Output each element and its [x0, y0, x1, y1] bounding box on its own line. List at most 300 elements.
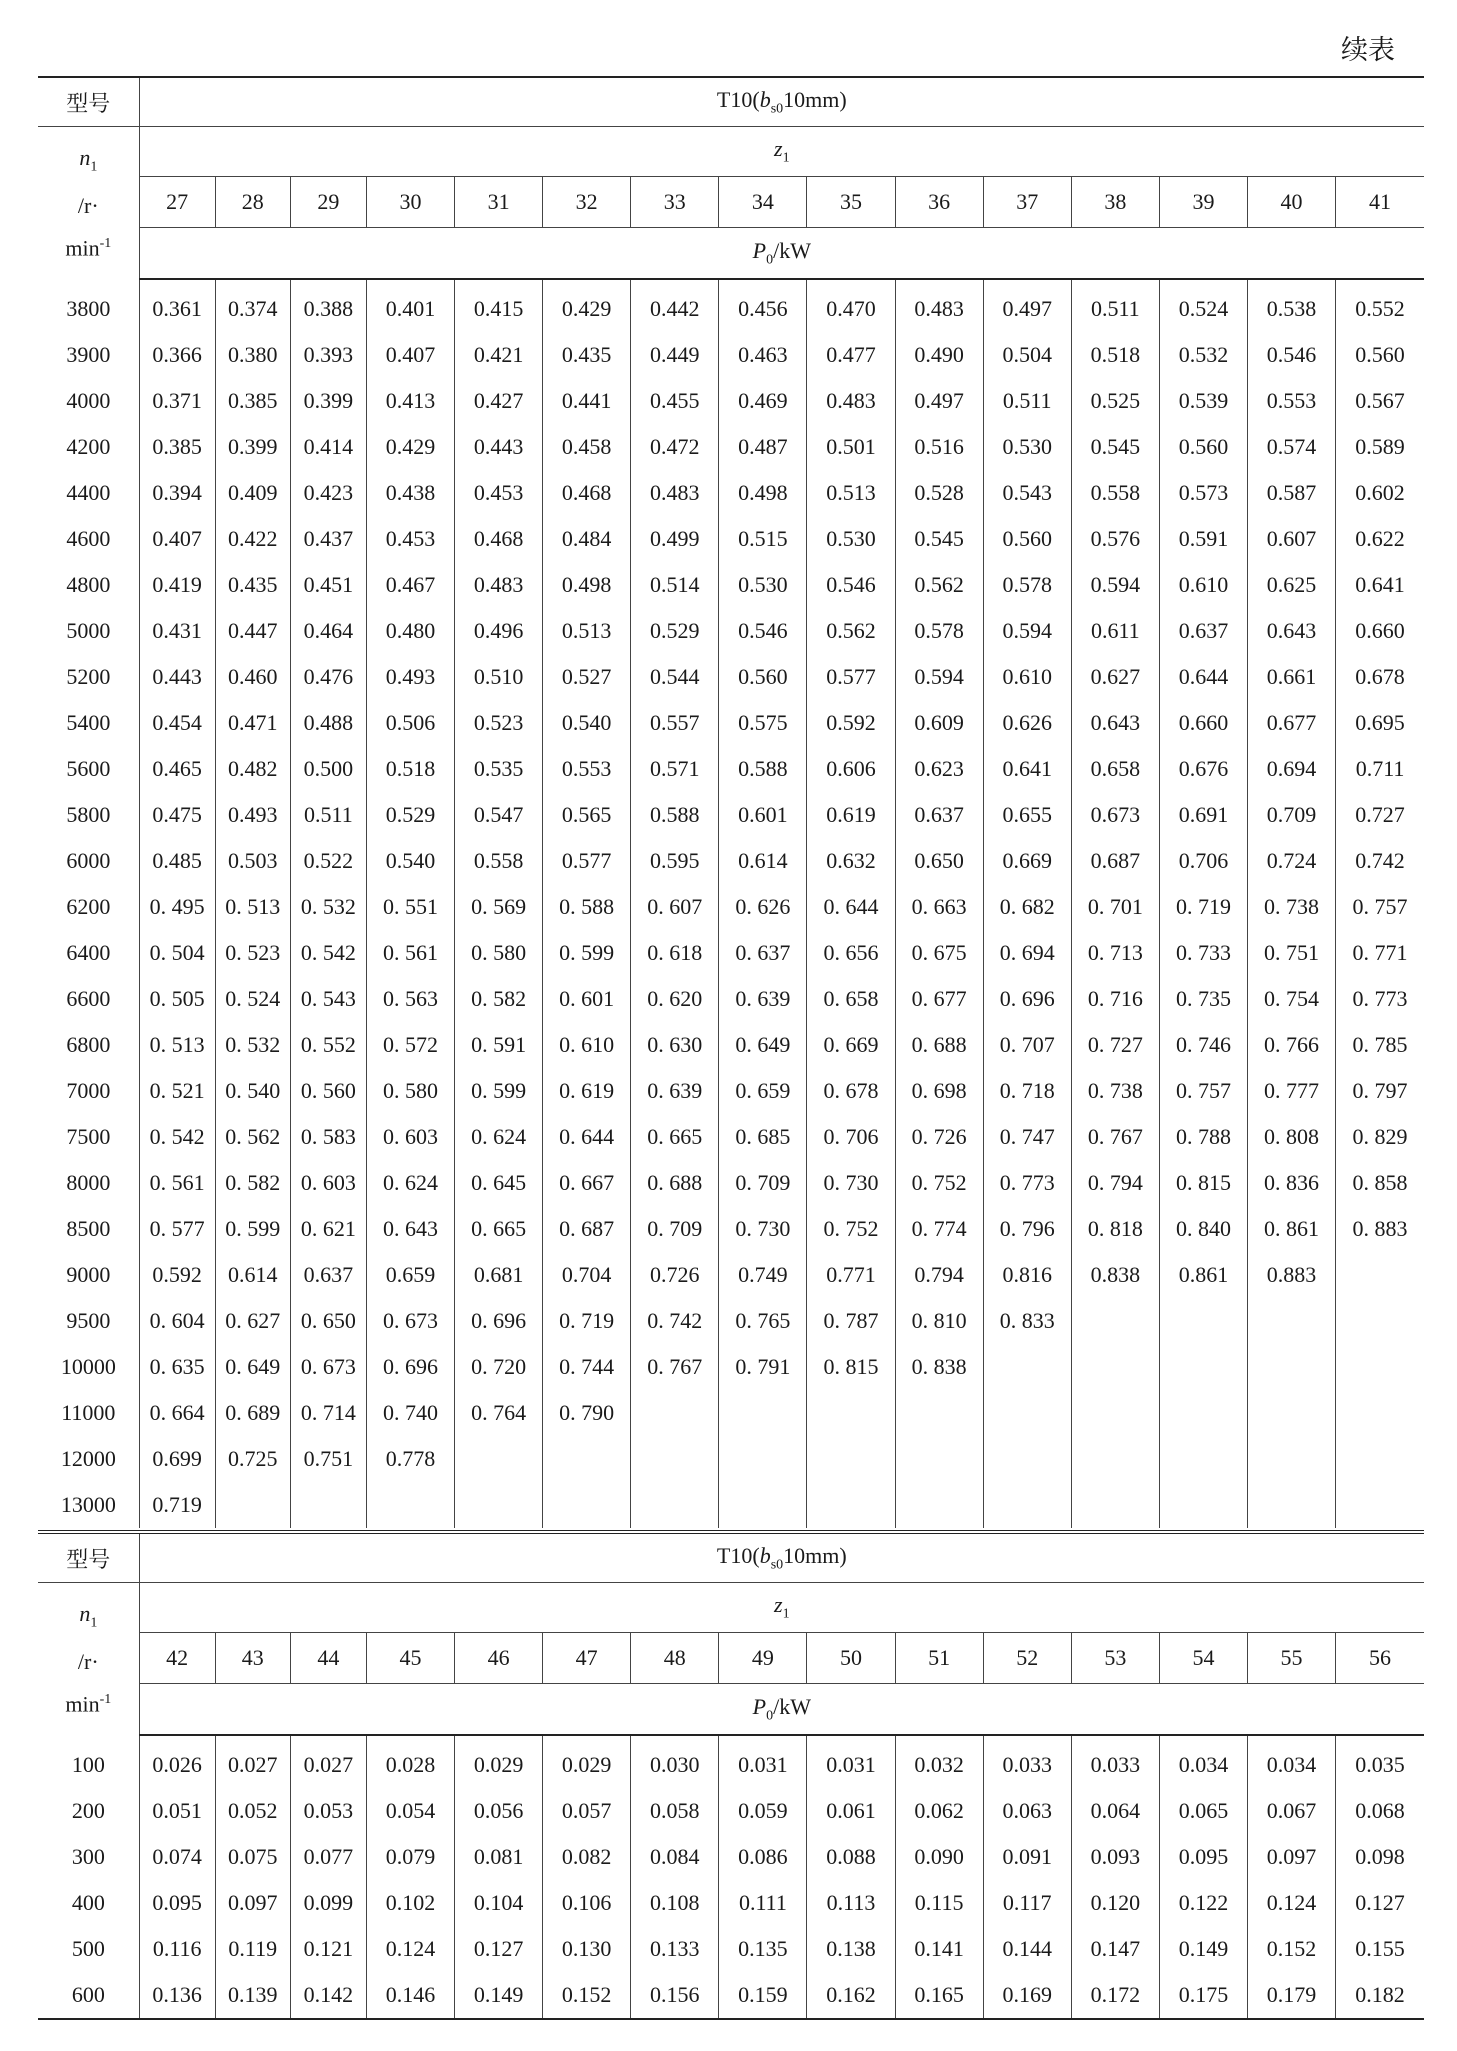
power-value-cell: 0.794 — [895, 1252, 983, 1298]
speed-cell: 5400 — [38, 700, 139, 746]
table-row — [38, 1788, 1424, 1834]
power-value-cell: 0.751 — [290, 1436, 366, 1482]
power-value-cell: 0.057 — [543, 1788, 631, 1834]
table-row — [38, 378, 1424, 424]
power-value-cell: 0. 665 — [631, 1114, 719, 1160]
power-value-cell: 0.742 — [1355, 848, 1405, 873]
power-value-cell — [1248, 1482, 1336, 1528]
power-value-cell: 0. 766 — [1248, 1022, 1336, 1068]
power-value-cell: 0.483 — [455, 562, 543, 608]
power-value-cell: 0. 688 — [631, 1160, 719, 1206]
power-value-cell: 0.658 — [1071, 746, 1159, 792]
speed-cell: 3800 — [38, 286, 139, 332]
power-value-cell: 0.063 — [983, 1788, 1071, 1834]
power-value-cell: 0.169 — [983, 1972, 1071, 2019]
power-value-cell: 0.516 — [895, 424, 983, 470]
power-value-cell: 0.497 — [895, 378, 983, 424]
power-value-cell: 0. 621 — [290, 1206, 366, 1252]
power-value-cell: 0. 603 — [366, 1114, 454, 1160]
teeth-header-row — [38, 177, 1424, 228]
power-value-cell: 0.413 — [366, 378, 454, 424]
power-value-cell: 0.152 — [543, 1972, 631, 2019]
power-value-cell: 0.673 — [1071, 792, 1159, 838]
power-value-cell: 0.511 — [290, 792, 366, 838]
power-value-cell: 0. 742 — [631, 1298, 719, 1344]
power-value-cell: 0.477 — [807, 332, 895, 378]
power-value-cell: 0.578 — [983, 562, 1071, 608]
power-value-cell — [1159, 1482, 1247, 1528]
power-value-cell: 0.592 — [139, 1252, 215, 1298]
power-value-cell: 0. 588 — [543, 884, 631, 930]
power-value-cell: 0.104 — [455, 1880, 543, 1926]
power-value-cell: 0.677 — [1248, 700, 1336, 746]
power-value-cell: 0.704 — [543, 1252, 631, 1298]
power-value-cell — [1336, 1344, 1424, 1390]
power-value-cell: 0.149 — [455, 1972, 543, 2019]
table-row — [38, 608, 1424, 654]
power-value-cell: 0.455 — [631, 378, 719, 424]
power-value-cell: 0.532 — [1159, 332, 1247, 378]
power-value-cell: 0. 709 — [719, 1160, 807, 1206]
power-value-cell: 0.394 — [139, 470, 215, 516]
power-value-cell: 0.687 — [1071, 838, 1159, 884]
power-value-cell: 0.467 — [366, 562, 454, 608]
power-value-cell — [1159, 1436, 1247, 1482]
power-value-cell: 0.587 — [1248, 470, 1336, 516]
power-value-cell: 0.456 — [719, 286, 807, 332]
power-value-cell: 0.562 — [895, 562, 983, 608]
power-value-cell: 0.553 — [543, 746, 631, 792]
power-value-cell — [366, 1482, 454, 1528]
power-value-cell: 0.415 — [455, 286, 543, 332]
power-value-cell: 0.574 — [1248, 424, 1336, 470]
speed-cell: 600 — [38, 1972, 139, 2019]
power-value-cell: 0.609 — [895, 700, 983, 746]
power-value-cell: 0.576 — [1071, 516, 1159, 562]
power-value-cell: 0.029 — [543, 1742, 631, 1788]
power-value-cell: 0. 696 — [983, 976, 1071, 1022]
power-value-cell: 0. 582 — [215, 1160, 290, 1206]
table-row — [38, 1022, 1424, 1068]
power-value-cell: 0.725 — [215, 1436, 290, 1482]
power-value-cell: 0. 599 — [455, 1068, 543, 1114]
power-value-cell: 0. 773 — [1352, 986, 1408, 1011]
teeth-header-cell: 33 — [631, 177, 719, 228]
power-value-cell: 0. 635 — [139, 1344, 215, 1390]
power-value-cell: 0.422 — [215, 516, 290, 562]
power-value-cell: 0.500 — [290, 746, 366, 792]
power-value-cell: 0.051 — [139, 1788, 215, 1834]
power-value-cell: 0.540 — [543, 700, 631, 746]
power-value-cell: 0. 815 — [807, 1344, 895, 1390]
power-value-cell: 0.632 — [807, 838, 895, 884]
power-value-cell: 0.429 — [366, 424, 454, 470]
power-value-cell: 0.155 — [1355, 1936, 1405, 1961]
power-value-cell: 0.602 — [1355, 480, 1405, 505]
power-value-cell: 0.152 — [1248, 1926, 1336, 1972]
power-value-cell: 0.518 — [1071, 332, 1159, 378]
teeth-header-cell: 44 — [290, 1633, 366, 1684]
power-value-cell: 0. 752 — [895, 1160, 983, 1206]
table-row — [38, 286, 1424, 332]
power-value-cell: 0.029 — [455, 1742, 543, 1788]
power-value-cell: 0.543 — [983, 470, 1071, 516]
speed-cell: 6800 — [38, 1022, 139, 1068]
power-value-cell: 0.588 — [719, 746, 807, 792]
power-value-cell: 0. 627 — [215, 1298, 290, 1344]
power-value-cell: 0.527 — [543, 654, 631, 700]
power-value-cell: 0.695 — [1355, 710, 1405, 735]
power-value-cell: 0.468 — [455, 516, 543, 562]
table-row — [38, 884, 1424, 930]
power-value-cell: 0.778 — [366, 1436, 454, 1482]
speed-stub-label: $n_1$ /r· $\min^{-1}$ — [38, 1583, 139, 1736]
teeth-header-cell: 27 — [139, 177, 215, 228]
power-value-cell: 0.883 — [1248, 1252, 1336, 1298]
power-value-cell: 0. 777 — [1248, 1068, 1336, 1114]
power-unit-label: $P_0/kW$ — [139, 1684, 1424, 1736]
speed-cell: 4200 — [38, 424, 139, 470]
power-value-cell: 0.601 — [719, 792, 807, 838]
teeth-header-cell: 30 — [366, 177, 454, 228]
power-value-cell: 0.084 — [631, 1834, 719, 1880]
power-value-cell: 0.709 — [1248, 792, 1336, 838]
power-value-cell: 0.407 — [366, 332, 454, 378]
power-value-cell: 0.115 — [895, 1880, 983, 1926]
power-value-cell: 0. 664 — [139, 1390, 215, 1436]
speed-cell: 13000 — [38, 1482, 139, 1528]
power-value-cell: 0.567 — [1355, 388, 1405, 413]
teeth-header-cell: 50 — [807, 1633, 895, 1684]
power-value-cell: 0.816 — [983, 1252, 1071, 1298]
power-value-cell: 0.385 — [139, 424, 215, 470]
power-value-cell: 0.490 — [895, 332, 983, 378]
power-value-cell: 0.135 — [719, 1926, 807, 1972]
power-value-cell: 0.511 — [1071, 286, 1159, 332]
power-value-cell — [631, 1482, 719, 1528]
power-value-cell: 0.480 — [366, 608, 454, 654]
power-value-cell: 0.699 — [139, 1436, 215, 1482]
power-value-cell: 0.120 — [1071, 1880, 1159, 1926]
power-value-cell: 0. 707 — [983, 1022, 1071, 1068]
power-value-cell: 0. 572 — [366, 1022, 454, 1068]
power-value-cell: 0.453 — [455, 470, 543, 516]
power-value-cell — [895, 1482, 983, 1528]
power-value-cell: 0.458 — [543, 424, 631, 470]
power-value-cell: 0.139 — [215, 1972, 290, 2019]
power-value-cell: 0. 665 — [455, 1206, 543, 1252]
power-value-cell: 0.414 — [290, 424, 366, 470]
table-row — [38, 1344, 1424, 1390]
power-value-cell: 0.431 — [139, 608, 215, 654]
table-row — [38, 1926, 1424, 1972]
power-value-cell: 0.468 — [543, 470, 631, 516]
power-value-cell: 0.031 — [719, 1742, 807, 1788]
power-value-cell: 0. 561 — [139, 1160, 215, 1206]
power-value-cell: 0. 744 — [543, 1344, 631, 1390]
power-value-cell: 0. 709 — [631, 1206, 719, 1252]
power-value-cell — [983, 1390, 1071, 1436]
power-value-cell: 0.503 — [215, 838, 290, 884]
table-row — [38, 1482, 1424, 1528]
table-row — [38, 1160, 1424, 1206]
power-value-cell: 0. 551 — [366, 884, 454, 930]
power-value-cell: 0. 569 — [455, 884, 543, 930]
power-value-cell: 0.443 — [139, 654, 215, 700]
power-value-cell: 0.030 — [631, 1742, 719, 1788]
table-row — [38, 976, 1424, 1022]
power-value-cell: 0.469 — [719, 378, 807, 424]
power-value-cell: 0.660 — [1355, 618, 1405, 643]
power-value-cell: 0.399 — [215, 424, 290, 470]
power-value-cell: 0. 521 — [139, 1068, 215, 1114]
power-value-cell: 0.033 — [983, 1742, 1071, 1788]
table-row — [38, 1068, 1424, 1114]
power-value-cell: 0.676 — [1159, 746, 1247, 792]
power-value-cell: 0. 829 — [1352, 1124, 1408, 1149]
power-value-cell — [1336, 1298, 1424, 1344]
power-value-cell: 0.061 — [807, 1788, 895, 1834]
speed-cell: 8500 — [38, 1206, 139, 1252]
speed-cell: 11000 — [38, 1390, 139, 1436]
power-value-cell: 0. 754 — [1248, 976, 1336, 1022]
power-value-cell: 0. 774 — [895, 1206, 983, 1252]
teeth-header-cell: 39 — [1159, 177, 1247, 228]
power-value-cell: 0.592 — [807, 700, 895, 746]
power-value-cell — [719, 1482, 807, 1528]
table-row — [38, 1742, 1424, 1788]
power-value-cell: 0.606 — [807, 746, 895, 792]
power-value-cell: 0.460 — [215, 654, 290, 700]
power-value-cell: 0.471 — [215, 700, 290, 746]
teeth-header-cell: 45 — [366, 1633, 454, 1684]
power-value-cell: 0.053 — [290, 1788, 366, 1834]
power-table-1 — [38, 76, 1424, 1528]
power-value-cell: 0.589 — [1355, 434, 1405, 459]
power-value-cell: 0.124 — [1248, 1880, 1336, 1926]
power-value-cell: 0. 713 — [1071, 930, 1159, 976]
power-value-cell: 0.643 — [1071, 700, 1159, 746]
power-value-cell: 0. 836 — [1248, 1160, 1336, 1206]
teeth-header-cell: 40 — [1248, 177, 1336, 228]
power-value-cell: 0.026 — [139, 1742, 215, 1788]
power-value-cell: 0.530 — [719, 562, 807, 608]
power-value-cell: 0. 639 — [719, 976, 807, 1022]
power-value-cell: 0. 738 — [1248, 884, 1336, 930]
power-value-cell: 0. 746 — [1159, 1022, 1247, 1068]
power-value-cell: 0. 796 — [983, 1206, 1071, 1252]
power-value-cell: 0.034 — [1248, 1742, 1336, 1788]
power-value-cell: 0.691 — [1159, 792, 1247, 838]
power-value-cell: 0.162 — [807, 1972, 895, 2019]
power-value-cell: 0.182 — [1336, 1972, 1424, 2019]
speed-cell: 200 — [38, 1788, 139, 1834]
power-value-cell: 0. 788 — [1159, 1114, 1247, 1160]
power-value-cell: 0. 607 — [631, 884, 719, 930]
power-value-cell — [215, 1482, 290, 1528]
power-value-cell: 0.861 — [1159, 1252, 1247, 1298]
power-value-cell: 0.562 — [807, 608, 895, 654]
power-value-cell: 0.081 — [455, 1834, 543, 1880]
power-value-cell — [1159, 1344, 1247, 1390]
power-value-cell: 0.034 — [1159, 1742, 1247, 1788]
power-value-cell: 0.528 — [895, 470, 983, 516]
table-row — [38, 1880, 1424, 1926]
teeth-header-cell: 31 — [455, 177, 543, 228]
power-value-cell: 0. 619 — [543, 1068, 631, 1114]
power-value-cell — [631, 1436, 719, 1482]
power-value-cell: 0.065 — [1159, 1788, 1247, 1834]
power-value-cell: 0.719 — [139, 1482, 215, 1528]
power-value-cell: 0.113 — [807, 1880, 895, 1926]
power-value-cell: 0.124 — [366, 1926, 454, 1972]
power-value-cell: 0.119 — [215, 1926, 290, 1972]
power-value-cell: 0. 580 — [455, 930, 543, 976]
power-value-cell: 0.102 — [366, 1880, 454, 1926]
power-value-cell: 0.547 — [455, 792, 543, 838]
power-value-cell: 0.493 — [215, 792, 290, 838]
power-value-cell: 0. 858 — [1352, 1170, 1408, 1195]
power-value-cell: 0. 580 — [366, 1068, 454, 1114]
power-value-cell: 0. 532 — [215, 1022, 290, 1068]
power-value-cell: 0.435 — [215, 562, 290, 608]
power-value-cell: 0.619 — [807, 792, 895, 838]
power-value-cell: 0. 701 — [1071, 884, 1159, 930]
power-value-cell: 0.594 — [983, 608, 1071, 654]
power-value-cell: 0.504 — [983, 332, 1071, 378]
power-value-cell: 0.179 — [1248, 1972, 1336, 2019]
power-value-cell: 0.578 — [895, 608, 983, 654]
power-value-cell: 0. 815 — [1159, 1160, 1247, 1206]
power-value-cell: 0.097 — [1248, 1834, 1336, 1880]
speed-stub-label: $n_1$ /r· $\min^{-1}$ — [38, 127, 139, 280]
power-value-cell: 0.142 — [290, 1972, 366, 2019]
power-unit-label: $P_0/kW$ — [139, 228, 1424, 280]
power-value-cell: 0.027 — [290, 1742, 366, 1788]
power-value-cell: 0. 794 — [1071, 1160, 1159, 1206]
power-value-cell: 0.538 — [1248, 286, 1336, 332]
power-value-cell — [719, 1436, 807, 1482]
power-value-cell: 0.435 — [543, 332, 631, 378]
power-value-cell: 0. 719 — [543, 1298, 631, 1344]
power-value-cell: 0. 505 — [139, 976, 215, 1022]
power-value-cell: 0.095 — [139, 1880, 215, 1926]
power-value-cell: 0. 524 — [215, 976, 290, 1022]
power-value-cell: 0.062 — [895, 1788, 983, 1834]
table-row — [38, 1206, 1424, 1252]
power-value-cell: 0. 542 — [290, 930, 366, 976]
power-value-cell — [1071, 1436, 1159, 1482]
power-value-cell: 0.546 — [719, 608, 807, 654]
teeth-header-cell: 34 — [719, 177, 807, 228]
power-value-cell: 0.523 — [455, 700, 543, 746]
power-value-cell: 0.560 — [1355, 342, 1405, 367]
teeth-header-cell: 46 — [455, 1633, 543, 1684]
power-value-cell: 0.614 — [719, 838, 807, 884]
speed-cell: 5800 — [38, 792, 139, 838]
power-value-cell: 0. 688 — [895, 1022, 983, 1068]
speed-cell: 6400 — [38, 930, 139, 976]
power-value-cell — [543, 1482, 631, 1528]
table-row — [38, 1298, 1424, 1344]
power-value-cell: 0.130 — [543, 1926, 631, 1972]
speed-cell: 300 — [38, 1834, 139, 1880]
power-value-cell — [1336, 1390, 1424, 1436]
power-value-cell: 0. 689 — [215, 1390, 290, 1436]
power-value-cell: 0.637 — [895, 792, 983, 838]
power-value-cell: 0.726 — [631, 1252, 719, 1298]
power-value-cell: 0. 630 — [631, 1022, 719, 1068]
power-value-cell: 0.622 — [1355, 526, 1405, 551]
power-value-cell: 0. 752 — [807, 1206, 895, 1252]
power-value-cell: 0.093 — [1071, 1834, 1159, 1880]
power-value-cell: 0. 582 — [455, 976, 543, 1022]
power-value-cell: 0.464 — [290, 608, 366, 654]
power-value-cell — [807, 1436, 895, 1482]
power-value-cell: 0.515 — [719, 516, 807, 562]
power-value-cell: 0.625 — [1248, 562, 1336, 608]
power-value-cell: 0.058 — [631, 1788, 719, 1834]
power-value-cell: 0.681 — [455, 1252, 543, 1298]
power-value-cell: 0.127 — [455, 1926, 543, 1972]
power-value-cell: 0.146 — [366, 1972, 454, 2019]
power-value-cell: 0. 818 — [1071, 1206, 1159, 1252]
power-value-cell: 0.138 — [807, 1926, 895, 1972]
power-value-cell — [1336, 1436, 1424, 1482]
power-value-cell: 0. 542 — [139, 1114, 215, 1160]
power-value-cell — [895, 1436, 983, 1482]
power-value-cell: 0.472 — [631, 424, 719, 470]
power-value-cell: 0.626 — [983, 700, 1071, 746]
power-value-cell: 0. 765 — [719, 1298, 807, 1344]
power-value-cell: 0. 663 — [895, 884, 983, 930]
power-value-cell — [983, 1482, 1071, 1528]
power-value-cell: 0. 833 — [983, 1298, 1071, 1344]
power-value-cell: 0. 673 — [366, 1298, 454, 1344]
power-value-cell: 0.530 — [983, 424, 1071, 470]
power-value-cell: 0.497 — [983, 286, 1071, 332]
power-value-cell: 0.108 — [631, 1880, 719, 1926]
table-row — [38, 332, 1424, 378]
power-value-cell: 0.614 — [215, 1252, 290, 1298]
power-value-cell: 0.483 — [631, 470, 719, 516]
teeth-header-cell: 32 — [543, 177, 631, 228]
table-row — [38, 516, 1424, 562]
power-value-cell: 0.079 — [366, 1834, 454, 1880]
power-value-cell: 0.641 — [983, 746, 1071, 792]
power-value-cell: 0.133 — [631, 1926, 719, 1972]
power-value-cell: 0.641 — [1355, 572, 1405, 597]
power-value-cell: 0.552 — [1355, 296, 1405, 321]
type-label: 型号 — [38, 1532, 139, 1583]
power-value-cell: 0.475 — [139, 792, 215, 838]
table-row — [38, 562, 1424, 608]
speed-cell: 5200 — [38, 654, 139, 700]
power-value-cell: 0.522 — [290, 838, 366, 884]
speed-cell: 400 — [38, 1880, 139, 1926]
power-value-cell — [895, 1390, 983, 1436]
power-value-cell: 0.067 — [1248, 1788, 1336, 1834]
power-value-cell: 0.558 — [1071, 470, 1159, 516]
power-value-cell: 0.545 — [895, 516, 983, 562]
power-value-cell: 0.032 — [895, 1742, 983, 1788]
power-value-cell: 0.577 — [807, 654, 895, 700]
power-value-cell: 0. 639 — [631, 1068, 719, 1114]
power-value-cell — [1071, 1482, 1159, 1528]
table-row — [38, 746, 1424, 792]
power-value-cell: 0. 718 — [983, 1068, 1071, 1114]
power-value-cell: 0. 730 — [719, 1206, 807, 1252]
